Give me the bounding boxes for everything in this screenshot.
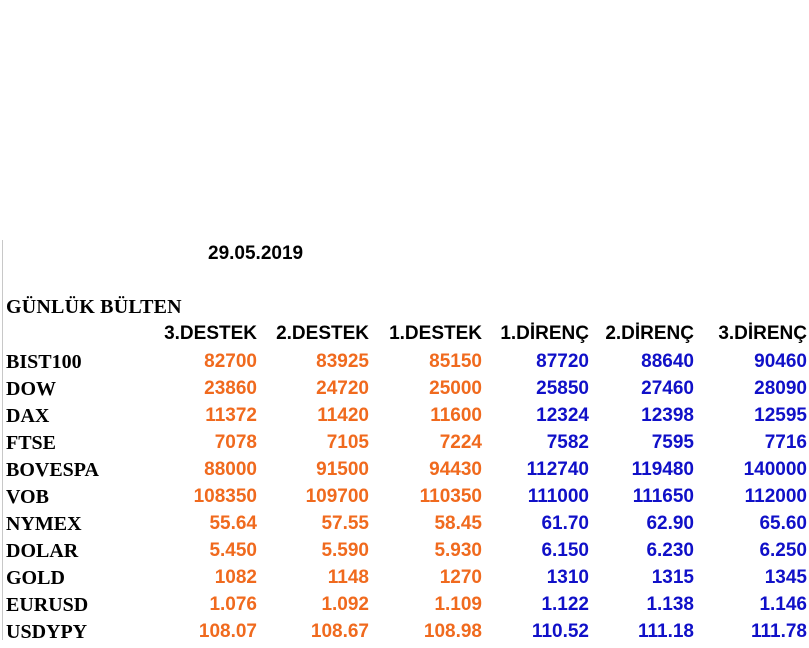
resistance-level-cell: 1310 [546,567,589,588]
support-level-cell: 1082 [214,567,257,588]
resistance-level-cell: 112000 [744,486,807,507]
column-header-3-direnc: 3.DİRENÇ [718,323,807,344]
table-row [0,432,809,459]
instrument-label: DAX [6,405,50,427]
support-level-cell: 110350 [419,486,482,507]
support-level-cell: 85150 [429,351,482,372]
resistance-level-cell: 1315 [651,567,694,588]
table-row [0,567,809,594]
support-level-cell: 108.07 [198,621,257,642]
instrument-label: NYMEX [6,513,82,535]
resistance-level-cell: 7595 [651,432,694,453]
resistance-level-cell: 90460 [754,351,807,372]
support-level-cell: 5.930 [434,540,482,561]
resistance-level-cell: 62.90 [646,513,694,534]
support-level-cell: 57.55 [321,513,369,534]
resistance-level-cell: 110.52 [531,621,589,642]
resistance-level-cell: 61.70 [541,513,589,534]
resistance-level-cell: 12595 [754,405,807,426]
resistance-level-cell: 65.60 [759,513,807,534]
resistance-level-cell: 6.150 [541,540,589,561]
support-level-cell: 91500 [316,459,369,480]
support-level-cell: 11372 [205,405,257,426]
table-row [0,594,809,621]
bulletin-date: 29.05.2019 [208,243,304,264]
support-level-cell: 1.092 [321,594,369,615]
resistance-level-cell: 119480 [631,459,694,480]
resistance-level-cell: 25850 [536,378,589,399]
resistance-level-cell: 12398 [641,405,694,426]
resistance-level-cell: 7716 [764,432,807,453]
resistance-level-cell: 88640 [641,351,694,372]
resistance-level-cell: 27460 [641,378,694,399]
support-level-cell: 88000 [204,459,257,480]
support-level-cell: 55.64 [209,513,257,534]
instrument-label: EURUSD [6,594,89,616]
support-level-cell: 11420 [317,405,369,426]
support-level-cell: 7105 [326,432,369,453]
resistance-level-cell: 111.78 [750,621,807,642]
resistance-level-cell: 28090 [754,378,807,399]
table-row [0,405,809,432]
support-level-cell: 24720 [316,378,369,399]
instrument-label: DOLAR [6,540,79,562]
instrument-label: BIST100 [6,351,82,373]
resistance-level-cell: 1.138 [646,594,694,615]
resistance-level-cell: 111000 [527,486,589,507]
resistance-level-cell: 7582 [546,432,589,453]
table-row [0,486,809,513]
support-level-cell: 7078 [214,432,257,453]
support-level-cell: 1.109 [434,594,482,615]
instrument-label: GOLD [6,567,65,589]
column-header-2-destek: 2.DESTEK [276,323,369,344]
resistance-level-cell: 111.18 [637,621,694,642]
resistance-level-cell: 12324 [536,405,589,426]
column-header-1-direnc: 1.DİRENÇ [500,323,589,344]
table-row [0,621,809,648]
column-header-3-destek: 3.DESTEK [164,323,257,344]
instrument-label: BOVESPA [6,459,99,481]
resistance-level-cell: 111650 [632,486,694,507]
bulletin-table-body [0,351,809,648]
table-row [0,378,809,405]
table-row [0,513,809,540]
support-level-cell: 5.590 [321,540,369,561]
resistance-level-cell: 1.146 [759,594,807,615]
instrument-label: VOB [6,486,49,508]
table-header-row [0,323,809,349]
support-level-cell: 94430 [429,459,482,480]
support-level-cell: 109700 [305,486,369,507]
resistance-level-cell: 6.250 [759,540,807,561]
column-header-2-direnc: 2.DİRENÇ [605,323,694,344]
support-level-cell: 1270 [439,567,482,588]
support-level-cell: 5.450 [209,540,257,561]
support-level-cell: 108350 [193,486,257,507]
support-level-cell: 7224 [439,432,482,453]
instrument-label: USDYPY [6,621,88,643]
table-row [0,540,809,567]
instrument-label: DOW [6,378,56,400]
resistance-level-cell: 1.122 [541,594,589,615]
resistance-level-cell: 1345 [764,567,807,588]
support-level-cell: 82700 [204,351,257,372]
bulletin-title: GÜNLÜK BÜLTEN [6,296,182,318]
resistance-level-cell: 6.230 [646,540,694,561]
instrument-label: FTSE [6,432,57,454]
support-level-cell: 83925 [316,351,369,372]
support-level-cell: 58.45 [434,513,482,534]
resistance-level-cell: 140000 [743,459,807,480]
column-header-1-destek: 1.DESTEK [389,323,482,344]
resistance-level-cell: 87720 [536,351,589,372]
support-level-cell: 108.67 [310,621,369,642]
resistance-level-cell: 112740 [526,459,589,480]
support-level-cell: 108.98 [423,621,482,642]
support-level-cell: 11600 [430,405,482,426]
support-level-cell: 23860 [204,378,257,399]
support-level-cell: 1.076 [209,594,257,615]
table-row [0,459,809,486]
support-level-cell: 1148 [327,567,369,588]
support-level-cell: 25000 [429,378,482,399]
table-row [0,351,809,378]
